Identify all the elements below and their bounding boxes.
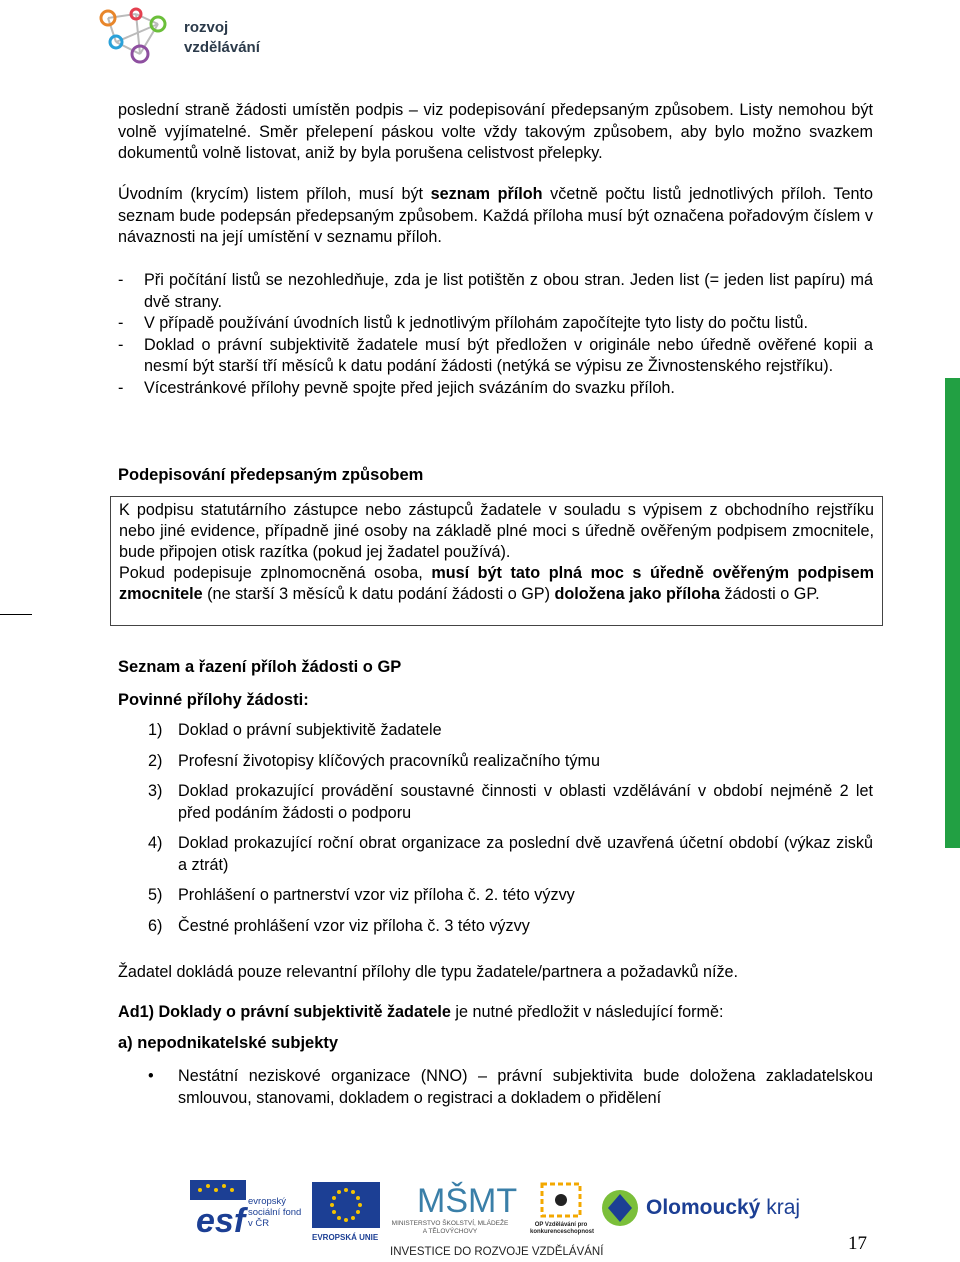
dash-item-text: Při počítání listů se nezohledňuje, zda je list potištěn z obou stran. Jeden list (= jeden list papíru) má dvě strany. [144,271,873,311]
footer-logos [190,1178,810,1258]
svg-text:esf: esf [196,1202,246,1240]
intro-paragraph-2 [118,184,873,249]
dash-item-text: Vícestránkové přílohy pevně spojte před jejich svázáním do svazku příloh. [144,378,675,397]
dash-item: - Vícestránkové přílohy pevně spojte před jejich svázáním do svazku příloh. [118,378,873,400]
box-paragraph-2 [119,563,874,605]
bullet-icon: • [148,1067,154,1085]
list-item-text: Profesní životopisy klíčových pracovníků realizačního týmu [178,751,600,770]
list-item-number: 4) [148,834,163,852]
bullet-item-text: Nestátní neziskové organizace (NNO) – právní subjektivita bude doložena zakladatelskou smlouvou, stanovami, dokladem o registraci a dokladem o přidělení [178,1067,873,1107]
margin-mark [0,614,32,615]
esf-icon [190,1180,250,1238]
box-p2-bold: musí být tato plná moc s úředně ověřeným podpisem zmocnitele [119,564,874,603]
dash-item: - V případě používání úvodních listů k jednotlivým přílohám započítejte tyto listy do počtu listů. [118,313,873,335]
olomoucky-text [646,1196,800,1220]
signing-heading: Podepisování předepsaným způsobem [118,466,424,484]
dash-item: - Při počítání listů se nezohledňuje, zda je list potištěn z obou stran. Jeden list (= jeden list papíru) má dvě strany. [118,270,873,313]
dash-item: - Doklad o právní subjektivitě žadatele musí být předložen v originále nebo úředně ověřené kopii a nesmí být starší tří měsíců k datu podání žádosti (netýká se výpisu ze Živnostenského rejstříku). [118,335,873,378]
esf-text: evropský sociální fond v ČR [248,1196,302,1229]
attachments-list [148,720,873,937]
page-number: 17 [848,1233,867,1254]
list-item [148,833,873,876]
list-item-number: 2) [148,751,163,770]
side-accent-bar [945,378,960,848]
box-p2-text: Pokud podepisuje zplnomocněná osoba, [119,564,432,582]
kraj-word: kraj [766,1196,801,1219]
attachments-subheading: Povinné přílohy žádosti: [118,691,309,709]
logo-line-2: vzdělávání [184,39,260,56]
msmt-icon [415,1178,518,1220]
op-text: OP Vzdělávání pro konkurenceschopnost [530,1222,595,1235]
header-logo [96,8,276,68]
logo-line-1: rozvoj [184,19,229,36]
list-item [148,916,873,938]
list-item-text: Čestné prohlášení vzor viz příloha č. 3 této výzvy [178,916,530,935]
op-logo [530,1180,595,1244]
ad1-text: je nutné předložit v následující formě: [450,1003,724,1021]
list-item [148,751,873,773]
bullet-item [148,1066,873,1109]
list-item [148,781,873,824]
msmt-logo [390,1178,518,1242]
attachments-heading: Seznam a řazení příloh žádosti o GP [118,658,402,676]
olomoucky-kraj-logo [600,1186,810,1236]
list-item-text: Prohlášení o partnerství vzor viz příloha č. 2. této výzvy [178,886,575,904]
ad1-bold: Ad1) Doklady o právní subjektivitě žadatele [118,1003,451,1021]
dash-item-text: Doklad o právní subjektivitě žadatele musí být předložen v originále nebo úředně ověřené kopii a nesmí být starší tří měsíců k datu podání žádosti (netýká se výpisu ze Živnostenského rejstříku). [144,335,873,375]
box-paragraph-1: K podpisu statutárního zástupce nebo zástupců žadatele v souladu s výpisem z obchodního rejstříku nebo jiné evidence, případně jiné osoby na základě plné moci s úředně ověřeným podpisem zmocnitele, bude připojen otisk razítka (pokud jej žadatel používá). [119,501,874,561]
esf-logo [190,1180,305,1240]
list-item-number: 1) [148,721,163,739]
dash-list [118,270,873,399]
eu-flag-icon [312,1182,380,1228]
intro-p2-bold: seznam příloh [430,185,543,203]
eu-text: EVROPSKÁ UNIE [312,1233,379,1242]
intro-paragraph-1: poslední straně žádosti umístěn podpis – viz podepisování předepsaným způsobem. Listy nemohou být volně vyjímatelné. Směr přelepení páskou volte vždy takovým způsobem, aby bylo možno svazkem dokumentů volně listovat, aniž by byla porušena celistvost přelepky. [118,101,873,162]
box-p2-bold-2: doložena jako příloha [554,585,720,603]
intro-p2-text: Úvodním (krycím) listem příloh, musí být [118,185,431,203]
list-item-text: Doklad o právní subjektivitě žadatele [178,721,442,739]
list-item [148,885,873,907]
region-icon [600,1186,640,1230]
list-item-number: 3) [148,782,163,800]
list-item-text: Doklad prokazující roční obrat organizace za poslední dvě uzavřená účetní období (výkaz zisků a ztrát) [178,834,873,874]
list-item-text: Doklad prokazující provádění soustavné činnosti v oblasti vzdělávání v období nejméně 2 let před podáním žádosti o podporu [178,782,873,822]
ad1-paragraph [118,1002,878,1024]
list-item-number: 5) [148,886,163,904]
dash-item-text: V případě používání úvodních listů k jednotlivým přílohám započítejte tyto listy do počtu listů. [144,314,809,332]
list-item-number: 6) [148,916,163,935]
signing-info-box [110,496,883,626]
network-logo-icon [96,8,176,64]
msmt-text: MINISTERSTVO ŠKOLSTVÍ, MLÁDEŽE A TĚLOVÝCHOVY [391,1220,509,1235]
olomoucky-word: Olomoucký [646,1196,761,1219]
eu-logo [312,1182,382,1242]
subsection-a-heading: a) nepodnikatelské subjekty [118,1034,339,1052]
list-item [148,720,873,742]
box-p2-text-3: žádosti o GP. [719,585,820,603]
attachments-note: Žadatel dokládá pouze relevantní přílohy dle typu žadatele/partnera a požadavků níže. [118,963,739,981]
investice-tagline: INVESTICE DO ROZVOJE VZDĚLÁVÁNÍ [390,1246,604,1258]
intro-p2-text-2: včetně počtu listů jednotlivých příloh. Tento seznam bude podepsán předepsaným způsobem. Každá příloha musí být označena pořadovým číslem v návaznosti na její umístění v seznamu příloh. [118,185,873,246]
op-icon [538,1180,584,1220]
box-p2-text-2: (ne starší 3 měsíců k datu podání žádosti o GP) [202,585,555,603]
svg-text:MŠMT: MŠMT [417,1182,518,1220]
